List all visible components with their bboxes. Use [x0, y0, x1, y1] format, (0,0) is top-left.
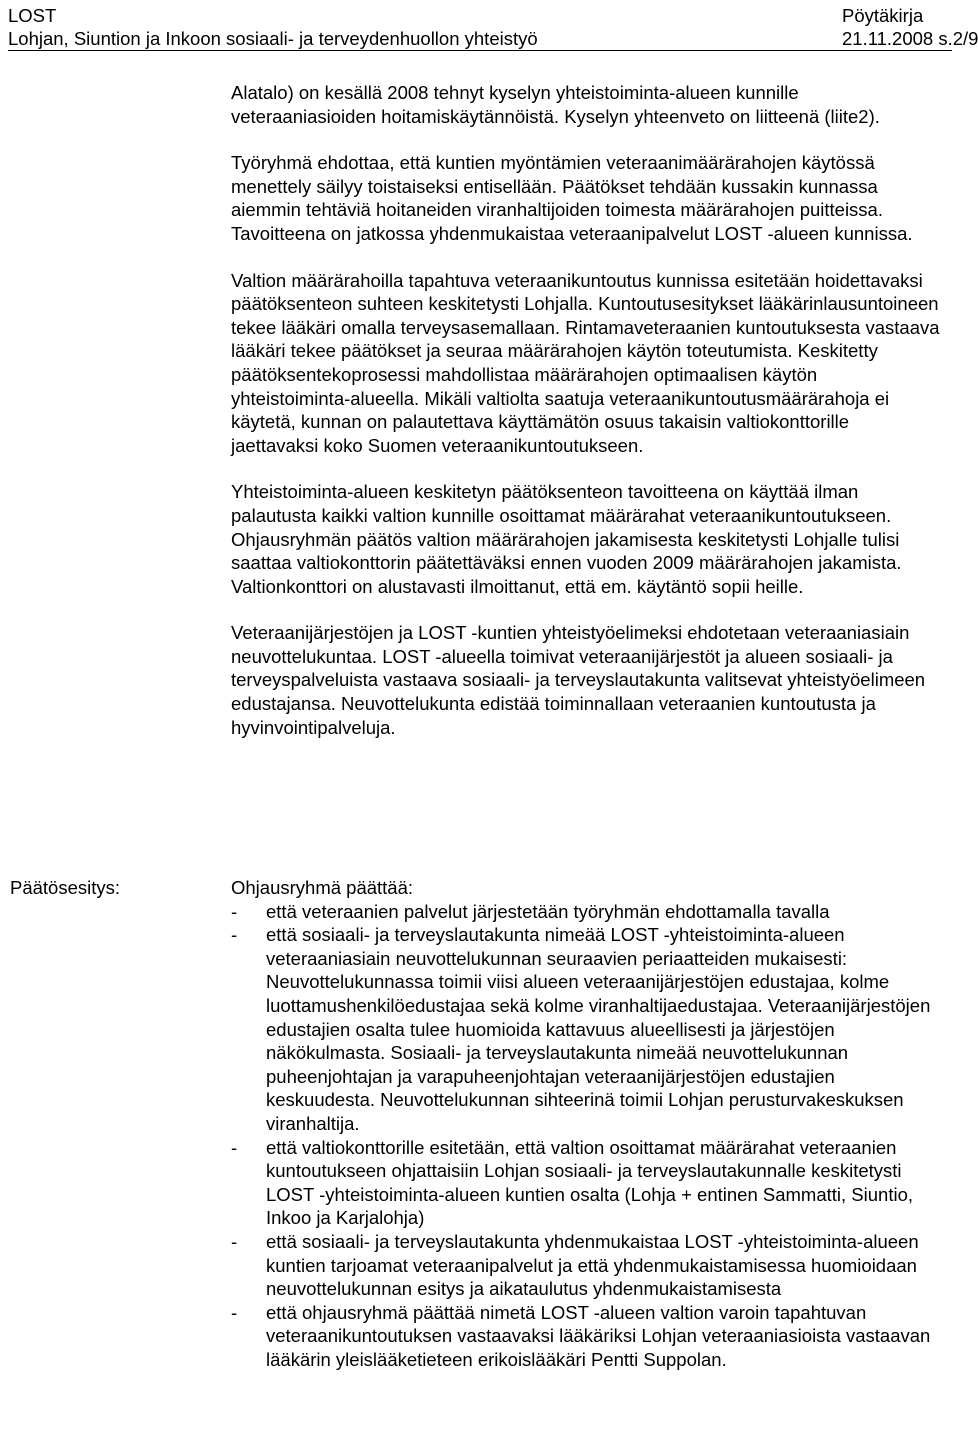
organization-name: Lohjan, Siuntion ja Inkoon sosiaali- ja terveydenhuollon yhteistyö [8, 28, 538, 49]
decision-item-text: että sosiaali- ja terveyslautakunta nimeää LOST -yhteistoiminta-alueen veteraaniasiain neuvottelukunnan seuraavien periaatteiden mukaisesti: Neuvottelukunnassa toimii viisi alueen veteraanijärjestöjen edustajaa, kolme luottamushenkilöedustajaa sekä kolme viranhaltijaedustajaa. Veteraanijärjestöjen edustajien osalta tulee huomioida kattavuus alueellisesti ja järjestöjen näkökulmasta. Sosiaali- ja terveyslautakunta nimeää neuvottelukunnan puheenjohtajan ja varapuheenjohtajan veteraanijärjestöjen edustajien keskuudesta. Neuvottelukunnan sihteerinä toimii Lohjan perusturvakeskuksen viranhaltija. [266, 924, 931, 1134]
decision-item-text: että ohjausryhmä päättää nimetä LOST -alueen valtion varoin tapahtuvan veteraanikuntoutuksen vastaavaksi lääkäriksi Lohjan veteraaniasioista vastaavan lääkärin yleislääketieteen erikoislääkäri Pentti Suppolan. [266, 1301, 931, 1370]
list-dash: - [231, 1136, 238, 1158]
decision-body [231, 876, 945, 1371]
date-and-page: 21.11.2008 s.2/9 [842, 28, 978, 49]
paragraph: Veteraanijärjestöjen ja LOST -kuntien yhteistyöelimeksi ehdotetaan veteraaniasiain neuvottelukuntaa. LOST -alueella toimivat veteraanijärjestöt ja alueen sosiaali- ja terveyspalveluista vastaava sosiaali- ja terveyslautakunta valitsevat yhteistyöelimeen edustajansa. Neuvottelukunta edistää toiminnallaan veteraanien kuntoutusta ja hyvinvointipalveluja. [231, 622, 926, 738]
paragraph: Yhteistoiminta-alueen keskitetyn päätöksenteon tavoitteena on käyttää ilman palautusta kaikki valtion kunnille osoittamat määrärahat veteraanikuntoutukseen. Ohjausryhmän päätös valtion määrärahojen jakamisesta keskitetysti Lohjalle tulisi saattaa valtiokonttorin päätettäväksi ennen vuoden 2009 määrärahojen jakamista. Valtionkonttori on alustavasti ilmoittanut, että em. käytäntö sopii heille. [231, 481, 902, 597]
decision-item-text: että sosiaali- ja terveyslautakunta yhdenmukaistaa LOST -yhteistoiminta-alueen kuntien tarjoamat veteraanipalvelut ja että yhdenmukaistamisessa huomioidaan neuvottelukunnan esitys ja aikataulutus yhdenmukaistamisesta [266, 1230, 919, 1300]
decision-item-text: että valtiokonttorille esitetään, että valtion osoittamat määrärahat veteraanien kuntoutukseen ohjattaisiin Lohjan sosiaali- ja terveyslautakunnalle keskitetysti LOST -yhteistoiminta-alueen kuntien osalta (Lohja + entinen Sammatti, Siuntio, Inkoo ja Karjalohja) [266, 1136, 914, 1229]
document-type: Pöytäkirja [842, 5, 924, 26]
list-dash: - [231, 900, 238, 922]
decision-item [231, 1230, 945, 1301]
list-dash: - [231, 1230, 238, 1252]
list-dash: - [231, 924, 238, 946]
decision-item [231, 900, 945, 924]
organization-abbrev: LOST [8, 5, 57, 26]
paragraph: Alatalo) on kesällä 2008 tehnyt kyselyn yhteistoiminta-alueen kunnille veteraaniasioiden hoitamiskäytännöistä. Kyselyn yhteenveto on liitteenä (liite2). [231, 82, 880, 127]
decision-label: Päätösesitys: [10, 877, 121, 898]
decision-item-text: että veteraanien palvelut järjestetään työryhmän ehdottamalla tavalla [266, 900, 830, 922]
decision-intro: Ohjausryhmä päättää: [231, 877, 414, 898]
paragraph: Valtion määrärahoilla tapahtuva veteraanikuntoutus kunnissa esitetään hoidettavaksi päätöksenteon suhteen keskitetysti Lohjalla. Kuntoutusesitykset lääkärinlausuntoineen tekee lääkäri omalla terveysasemallaan. Rintamaveteraanien kuntoutuksesta vastaava lääkäri tekee päätökset ja seuraa määrärahojen käytön toteutumista. Keskitetty päätöksentekoprosessi mahdollistaa määrärahojen optimaalisen käytön yhteistoiminta-alueella. Mikäli valtiolta saatuja veteraanikuntoutusmäärärahoja ei käytetä, kunnan on palautettava käyttämätön osuus takaisin valtiokonttorille jaettavaksi koko Suomen veteraanikuntoutukseen. [231, 269, 940, 456]
decision-list [231, 900, 945, 1372]
list-dash: - [231, 1301, 238, 1323]
decision-item [231, 1136, 945, 1230]
decision-item [231, 923, 945, 1135]
paragraph: Työryhmä ehdottaa, että kuntien myöntämien veteraanimäärärahojen käytössä menettely säilyy toistaiseksi entisellään. Päätökset tehdään kussakin kunnassa aiemmin tehtäviä hoitaneiden viranhaltijoiden toimesta määrärahojen puitteissa. Tavoitteena on jatkossa yhdenmukaistaa veteraanipalvelut LOST -alueen kunnissa. [231, 152, 913, 244]
page-header [8, 4, 978, 51]
document-body [231, 81, 941, 762]
decision-item [231, 1301, 945, 1372]
